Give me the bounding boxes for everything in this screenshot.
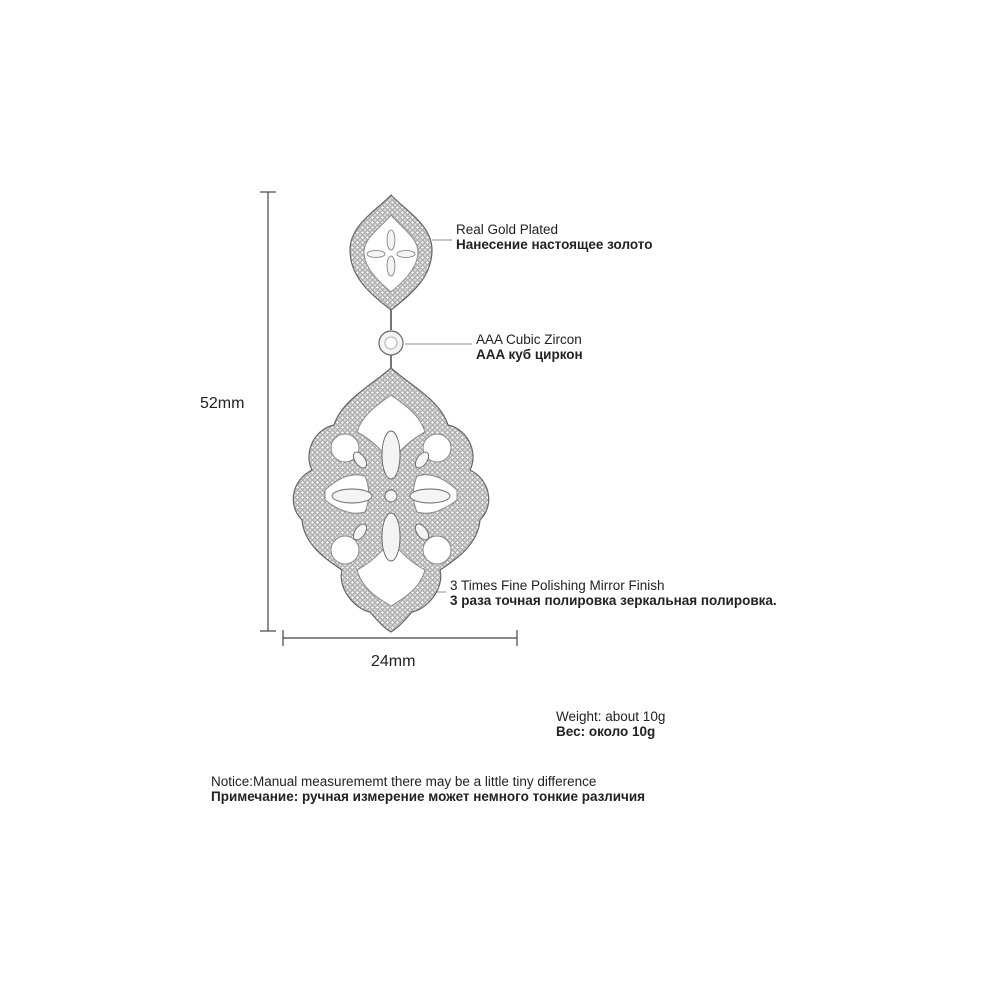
callout-stone-en: AAA Cubic Zircon [476,332,582,347]
weight-ru: Вес: около 10g [556,724,656,739]
callout-finish-en: 3 Times Fine Polishing Mirror Finish [450,578,665,593]
callout-stone-ru: AAA куб циркон [476,347,583,362]
notice-ru: Примечание: ручная измерение может немного тонкие различия [211,789,646,804]
callout-finish-ru: 3 раза точная полировка зеркальная полировка. [450,593,777,608]
earring-icon [293,195,488,632]
width-dimension-line [283,630,517,646]
height-dimension-line [260,192,276,631]
height-label: 52mm [200,395,245,412]
callout-plating-ru: Нанесение настоящее золото [456,237,653,252]
width-label: 24mm [371,653,416,670]
weight-en: Weight: about 10g [556,709,666,724]
callout-plating-en: Real Gold Plated [456,222,559,237]
notice-en: Notice:Manual measurememt there may be a little tiny difference [211,774,597,789]
